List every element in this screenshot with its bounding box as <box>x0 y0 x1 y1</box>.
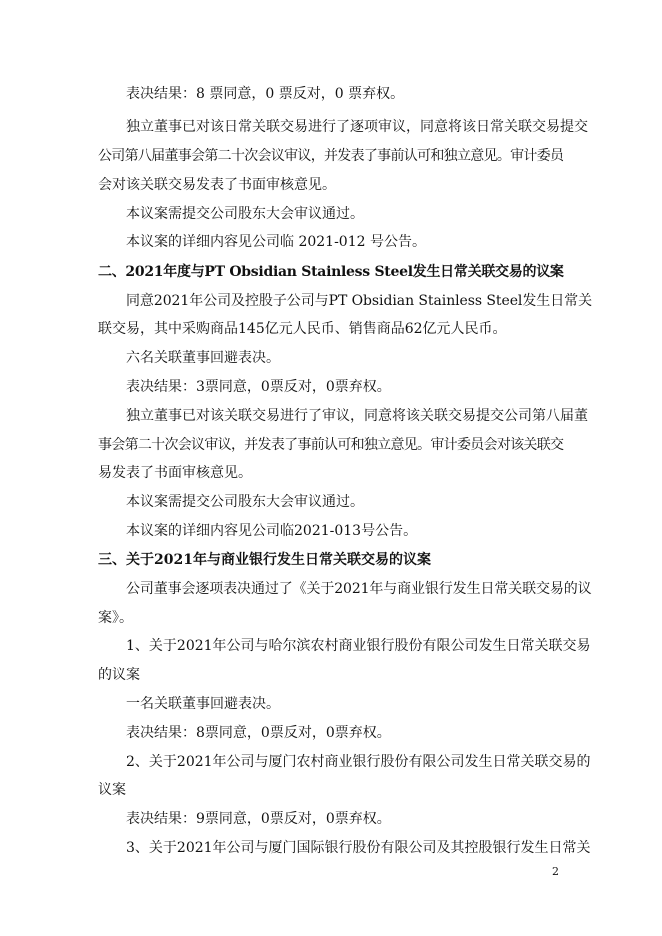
text-span: 表决结果：8 票同意，0 票反对，0 票弃权。 <box>126 86 405 102</box>
paragraph-line <box>0 117 662 137</box>
page-number: 2 <box>552 865 559 878</box>
text-span: 表决结果：9票同意，0票反对，0票弃权。 <box>126 811 391 827</box>
paragraph-line <box>0 492 662 512</box>
paragraph-line <box>0 291 662 311</box>
paragraph-line <box>0 694 662 714</box>
text-span: 的议案 <box>98 667 140 683</box>
paragraph-line <box>0 521 662 541</box>
text-span: 表决结果：8票同意，0票反对，0票弃权。 <box>126 725 391 741</box>
section-heading <box>0 550 662 570</box>
text-span: 3、关于2021年公司与厦门国际银行股份有限公司及其控股银行发生日常关 <box>126 840 591 856</box>
paragraph-line <box>0 579 662 599</box>
text-span: 事会第二十次会议审议，并发表了事前认可和独立意见。审计委员会对该关联交 <box>98 437 564 453</box>
text-span: 公司董事会逐项表决通过了《关于2021年与商业银行发生日常关联交易的议 <box>126 581 592 597</box>
paragraph-line <box>0 232 662 252</box>
section-heading <box>0 262 662 282</box>
vote-result-line <box>0 84 662 104</box>
text-span: 本议案的详细内容见公司临 2021-012 号公告。 <box>126 234 426 250</box>
text-span: 表决结果：3票同意，0票反对，0票弃权。 <box>126 379 391 395</box>
sub-item-title <box>0 780 662 800</box>
text-span: 三、关于2021年与商业银行发生日常关联交易的议案 <box>98 552 431 568</box>
text-span: 案》。 <box>98 610 133 626</box>
text-span: 独立董事已对该关联交易进行了审议，同意将该关联交易提交公司第八届董 <box>126 408 588 424</box>
text-span: 本议案的详细内容见公司临2021-013号公告。 <box>126 523 418 539</box>
vote-result-line <box>0 809 662 829</box>
paragraph-line <box>0 463 662 483</box>
text-span: 一名关联董事回避表决。 <box>126 696 280 712</box>
paragraph-line <box>0 608 662 628</box>
paragraph-line <box>0 435 662 455</box>
text-span: 议案 <box>98 782 126 798</box>
paragraph-line <box>0 406 662 426</box>
text-span: 二、2021年度与PT Obsidian Stainless Steel发生日常关联交易的议案 <box>98 264 564 280</box>
text-span: 独立董事已对该日常关联交易进行了逐项审议，同意将该日常关联交易提交 <box>126 119 588 135</box>
paragraph-line <box>0 319 662 339</box>
sub-item-title <box>0 838 662 858</box>
text-span: 本议案需提交公司股东大会审议通过。 <box>126 206 364 222</box>
sub-item-title <box>0 752 662 772</box>
sub-item-title <box>0 636 662 656</box>
text-span: 六名关联董事回避表决。 <box>126 350 280 366</box>
paragraph-line <box>0 146 662 166</box>
text-span: 2、关于2021年公司与厦门农村商业银行股份有限公司发生日常关联交易的 <box>126 754 591 770</box>
text-span: 联交易，其中采购商品145亿元人民币、销售商品62亿元人民币。 <box>98 321 507 337</box>
text-span: 公司第八届董事会第二十次会议审议，并发表了事前认可和独立意见。审计委员 <box>98 148 564 164</box>
text-span: 1、关于2021年公司与哈尔滨农村商业银行股份有限公司发生日常关联交易 <box>126 638 591 654</box>
text-span: 会对该关联交易发表了书面审核意见。 <box>98 177 336 193</box>
vote-result-line <box>0 723 662 743</box>
text-span: 同意2021年公司及控股子公司与PT Obsidian Stainless Steel发生日常关 <box>126 293 593 309</box>
paragraph-line <box>0 348 662 368</box>
sub-item-title <box>0 665 662 685</box>
text-span: 本议案需提交公司股东大会审议通过。 <box>126 494 364 510</box>
vote-result-line <box>0 377 662 397</box>
paragraph-line <box>0 204 662 224</box>
text-span: 易发表了书面审核意见。 <box>98 465 252 481</box>
paragraph-line <box>0 175 662 195</box>
